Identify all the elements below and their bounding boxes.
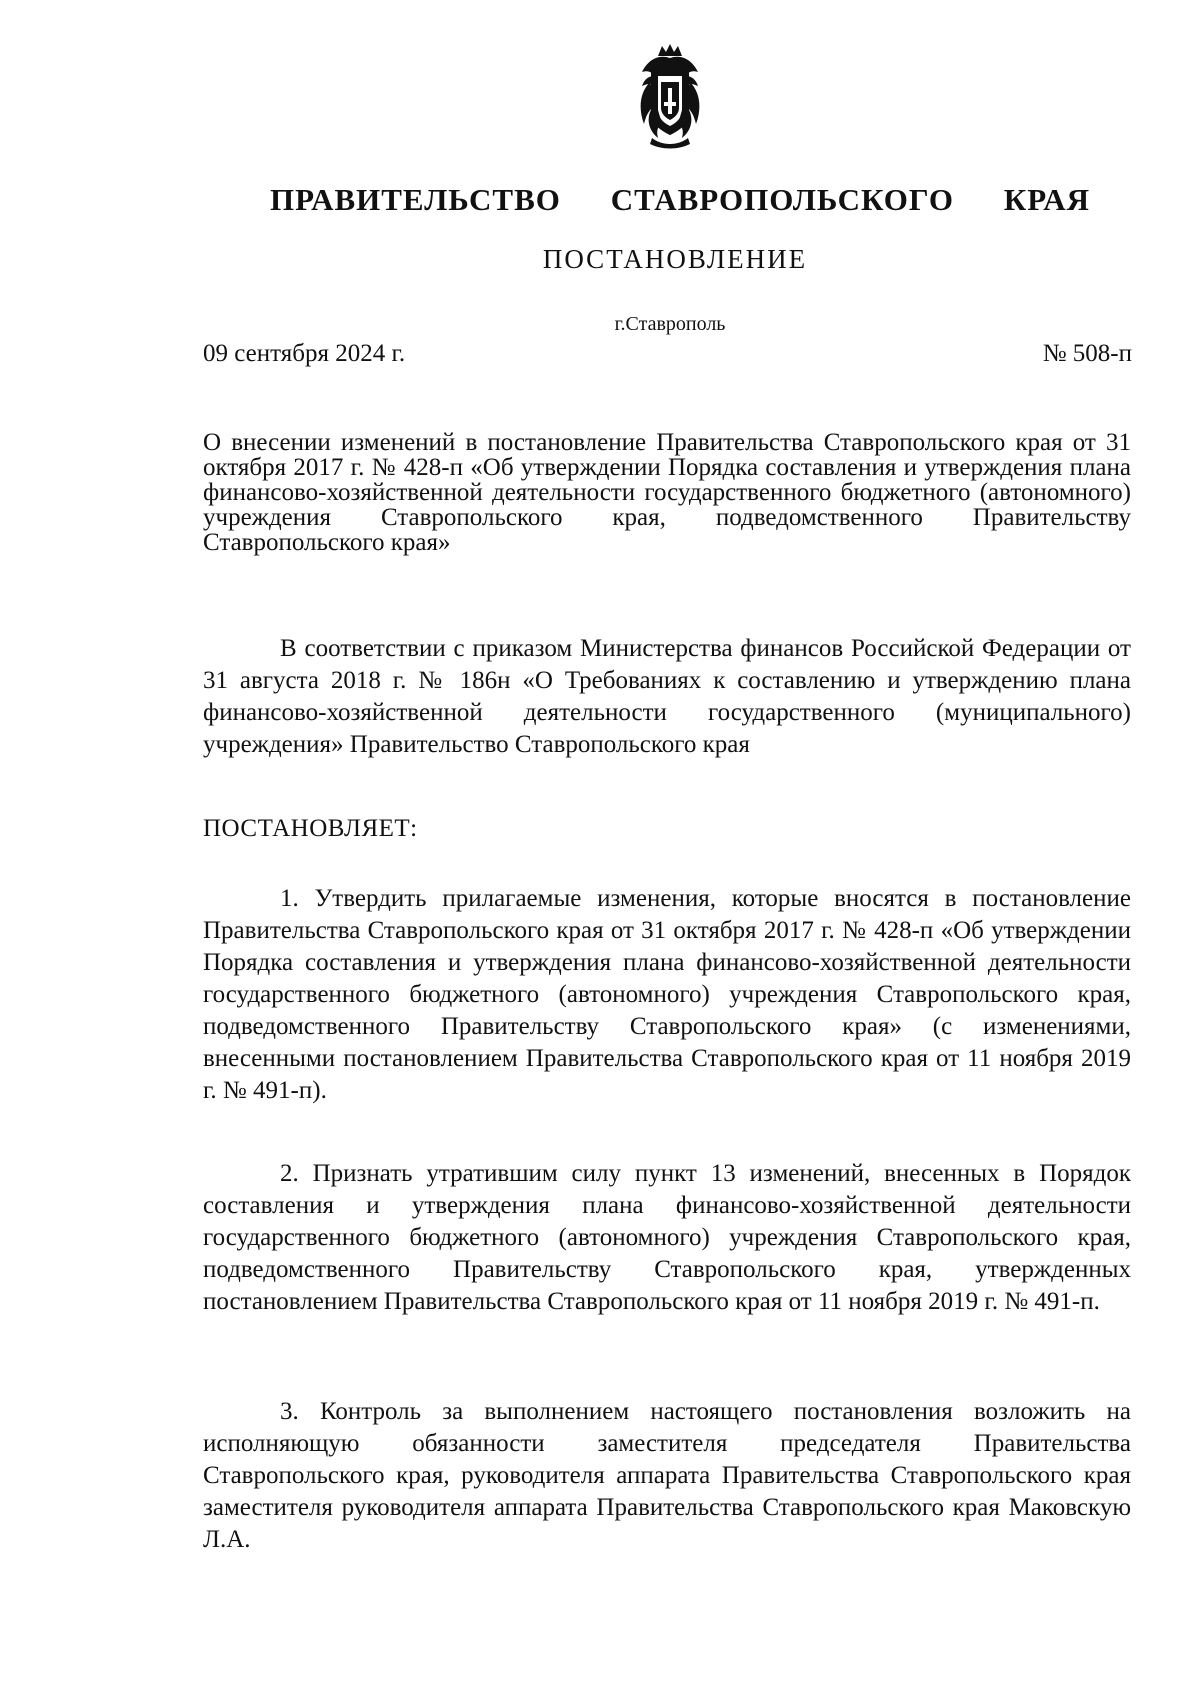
- resolve-heading: ПОСТАНОВЛЯЕТ:: [203, 815, 418, 842]
- government-title-word-2: СТАВРОПОЛЬСКОГО: [610, 182, 954, 217]
- decree-item-3: 3. Контроль за выполнением настоящего постановления возложить на исполняющую обязанности заместителя председателя Правительства Ставропольского края, руководителя аппарата Правительства Ставропольского края заместителя руководителя аппарата Правительства Ставропольского края Маковскую Л.А.: [203, 1398, 1131, 1553]
- document-subject: О внесении изменений в постановление Правительства Ставропольского края от 31 октября 2017 г. № 428-п «Об утверждении Порядка составления и утверждения плана финансово-хозяйственной деятельности государственного бюджетного (автономного) учреждения Ставропольского края, подведомственного Правительству Ставропольского края»: [203, 429, 1131, 556]
- document-number: № 508-п: [1042, 340, 1132, 367]
- legal-basis-paragraph: В соответствии с приказом Министерства финансов Российской Федерации от 31 августа 2018 г. № 186н «О Требованиях к составлению и утверждению плана финансово-хозяйственной деятельности государственного (муниципального) учреждения» Правительство Ставропольского края: [203, 635, 1131, 758]
- decree-item-2: 2. Признать утратившим силу пункт 13 изменений, внесенных в Порядок составления и утверждения плана финансово-хозяйственной деятельности государственного бюджетного (автономного) учреждения Ставропольского края, подведомственного Правительству Ставропольского края, утвержденных постановлением Правительства Ставропольского края от 11 ноября 2019 г. № 491-п.: [203, 1160, 1131, 1315]
- coat-of-arms-emblem: [628, 42, 712, 150]
- document-date: 09 сентября 2024 г.: [203, 340, 406, 367]
- city: г.Ставрополь: [614, 313, 726, 335]
- document-type: ПОСТАНОВЛЕНИЕ: [542, 244, 808, 274]
- government-title: [270, 182, 1090, 218]
- government-title-word-1: ПРАВИТЕЛЬСТВО: [270, 182, 561, 217]
- decree-item-1: 1. Утвердить прилагаемые изменения, которые вносятся в постановление Правительства Ставропольского края от 31 октября 2017 г. № 428-п «Об утверждении Порядка составления и утверждения плана финансово-хозяйственной деятельности государственного бюджетного (автономного) учреждения Ставропольского края, подведомственного Правительству Ставропольского края» (с изменениями, внесенными постановлением Правительства Ставропольского края от 11 ноября 2019 г. № 491-п).: [203, 885, 1131, 1104]
- government-title-word-3: КРАЯ: [1003, 182, 1090, 217]
